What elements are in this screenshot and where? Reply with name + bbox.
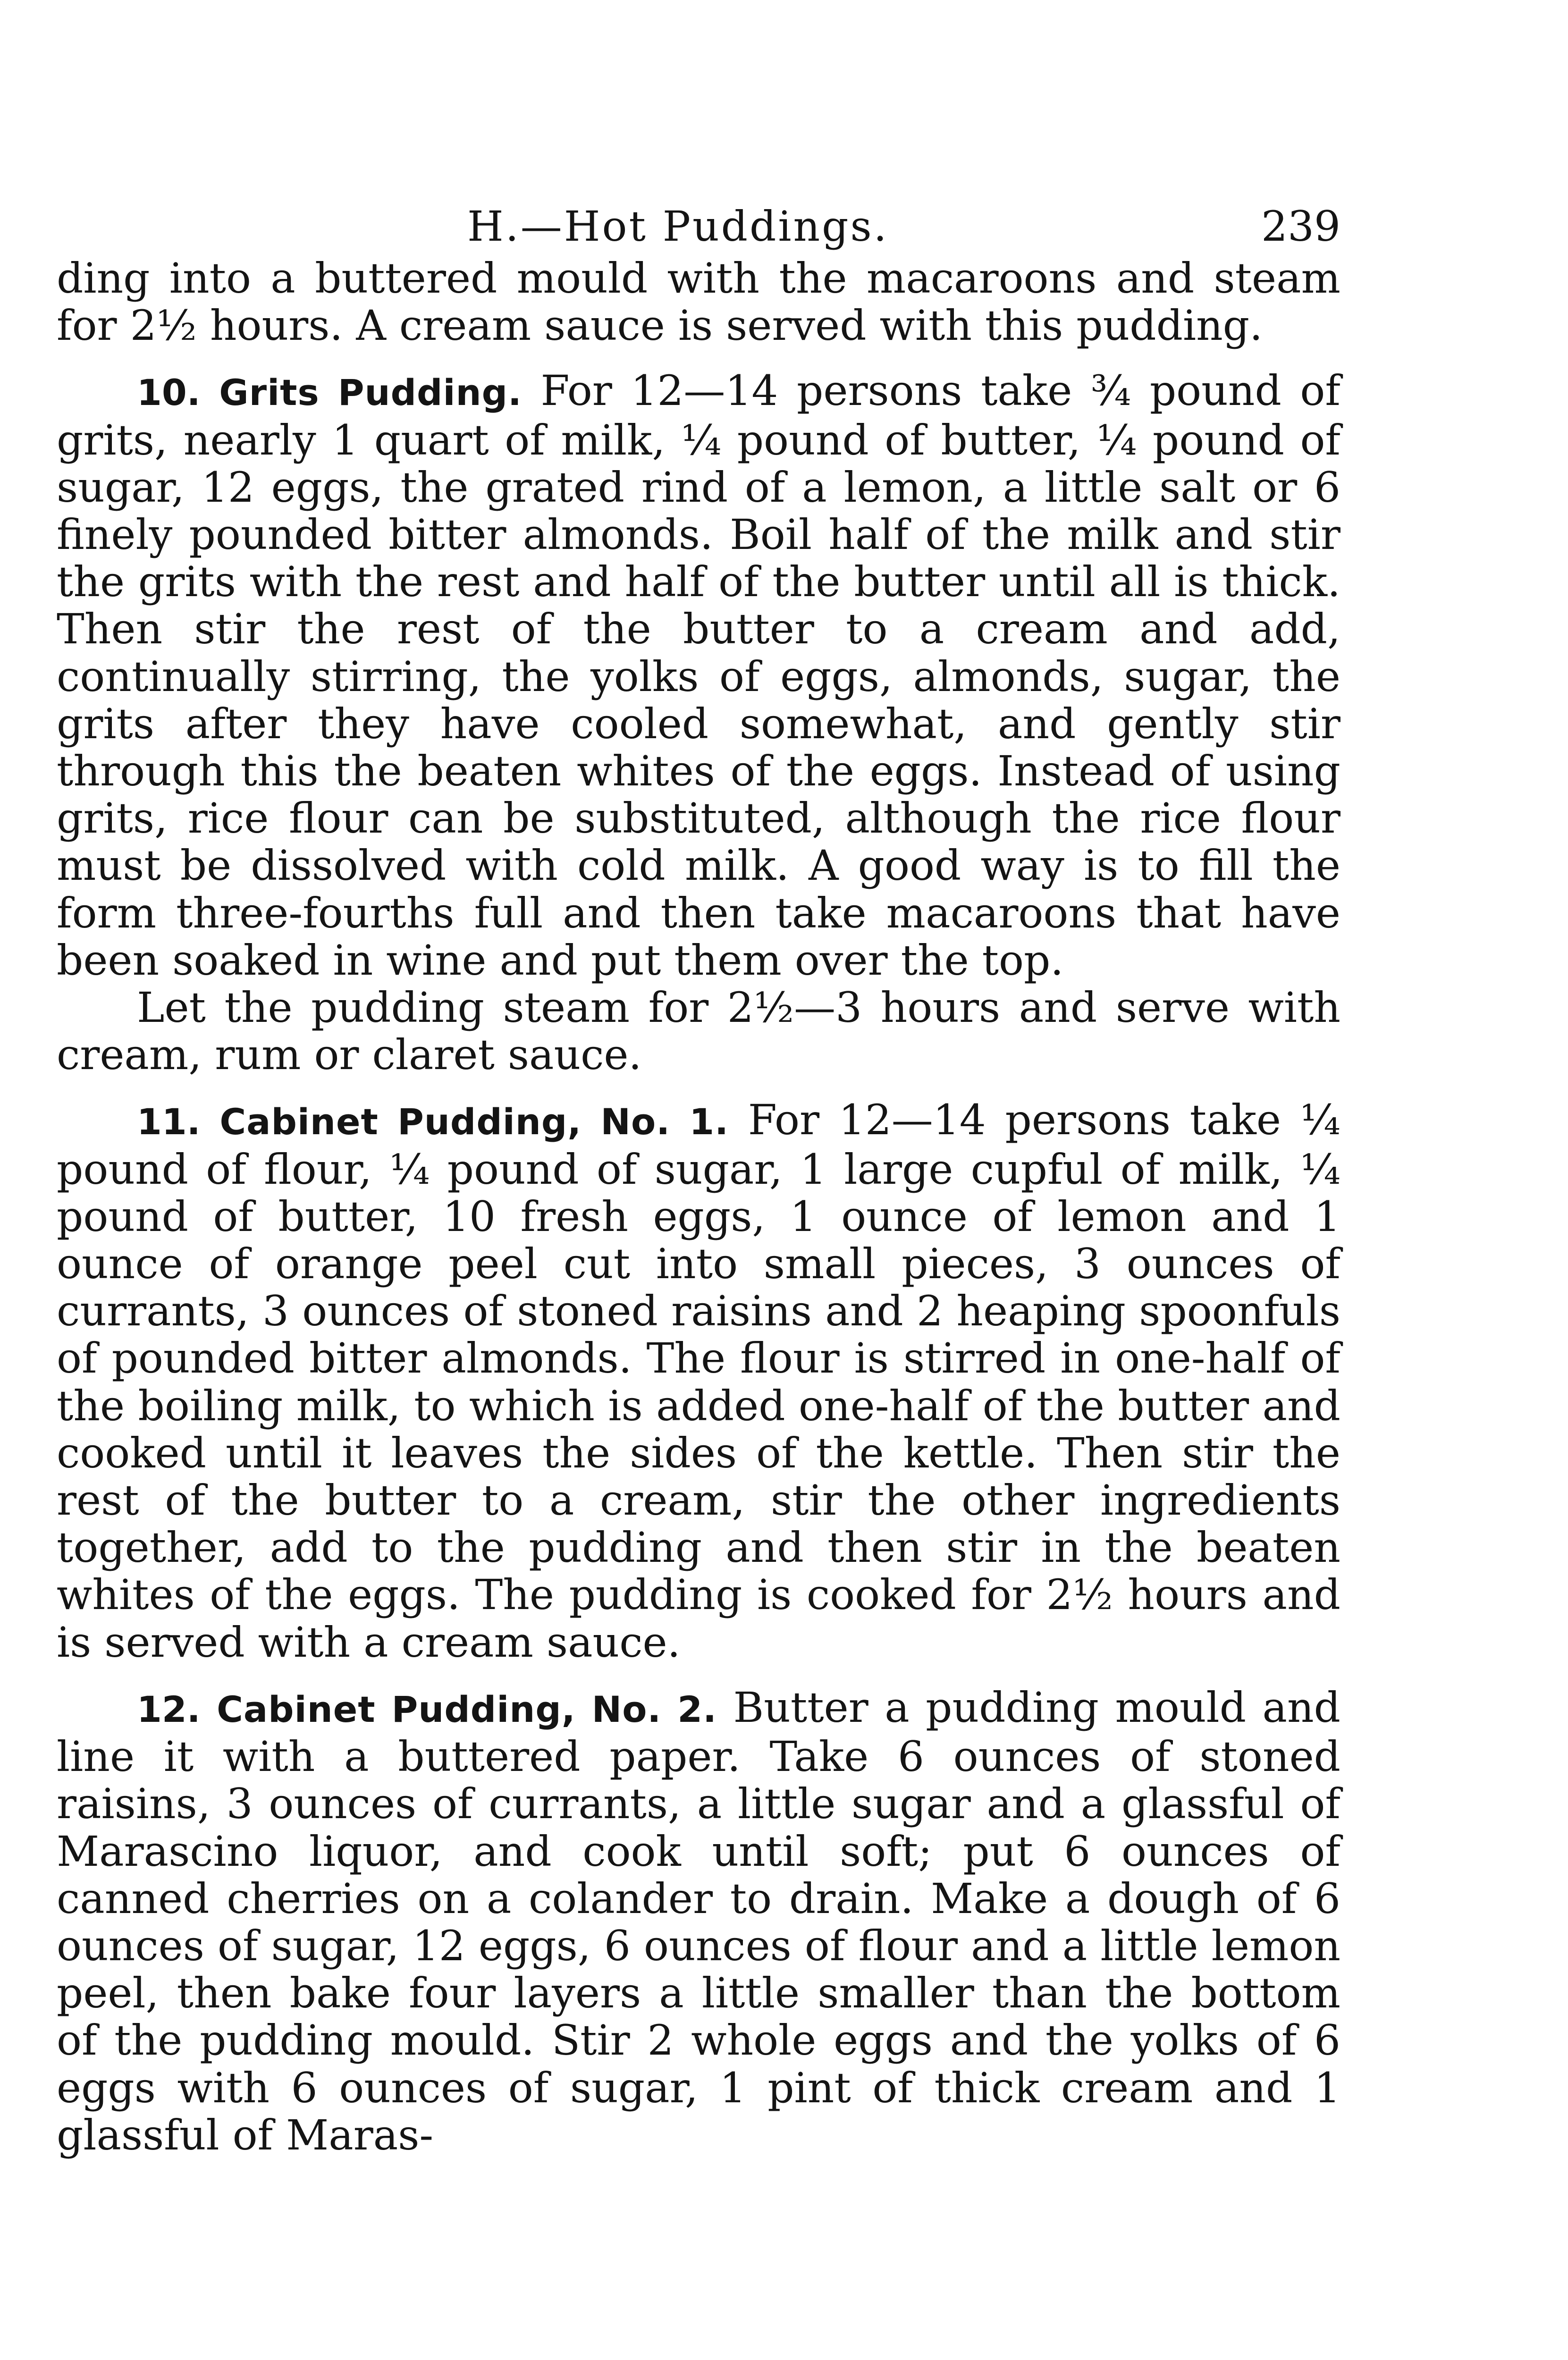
recipe-12 [57, 1684, 1340, 2159]
page-number: 239 [1261, 202, 1340, 251]
continued-paragraph [57, 255, 1340, 349]
running-head [57, 198, 1340, 255]
recipe-text: For 12—14 persons take ¼ pound of flour, ¼ pound of sugar, 1 large cupful of milk, ¼ pound of butter, 10 fresh eggs, 1 ounce of lemon and 1 ounce of orange peel cut into small pieces, 3 ounces of currants, 3 ounces of stoned raisins and 2 heaping spoonfuls of pounded bitter almonds. The flour is stirred in one-half of the boiling milk, to which is added one-half of the butter and cooked until it leaves the sides of the kettle. Then stir the rest of the butter to a cream, stir the other ingredients together, add to the pudding and then stir in the beaten whites of the eggs. The pudding is cooked for 2½ hours and is served with a cream sauce. [57, 1096, 1340, 1667]
recipe-title: Cabinet Pudding, No. 2. [217, 1688, 717, 1730]
recipe-10 [57, 367, 1340, 984]
recipe-text: For 12—14 persons take ¾ pound of grits, nearly 1 quart of milk, ¼ pound of butter, ¼ pound of sugar, 12 eggs, the grated rind of a lemon, a little salt or 6 finely pounded bitter almonds. Boil half of the milk and stir the grits with the rest and half of the butter until all is thick. Then stir the rest of the butter to a cream and add, continually stirring, the yolks of eggs, almonds, sugar, the grits after they have cooled somewhat, and gently stir through this the beaten whites of the eggs. Instead of using grits, rice flour can be substituted, although the rice flour must be dissolved with cold milk. A good way is to fill the form three-fourths full and then take macaroons that have been soaked in wine and put them over the top. [57, 366, 1340, 985]
page-body [57, 255, 1340, 2159]
recipe-title: Cabinet Pudding, No. 1. [219, 1101, 729, 1143]
chapter-title: H.—Hot Puddings. [467, 202, 889, 251]
recipe-title: Grits Pudding. [219, 371, 522, 414]
book-page [57, 198, 1340, 2360]
recipe-number: 12. [137, 1688, 201, 1730]
recipe-11 [57, 1096, 1340, 1666]
recipe-text: Butter a pudding mould and line it with a buttered paper. Take 6 ounces of stoned raisins, 3 ounces of currants, a little sugar and a glassful of Marascino liquor, and cook until soft; put 6 ounces of canned cherries on a colander to drain. Make a dough of 6 ounces of sugar, 12 eggs, 6 ounces of flour and a little lemon peel, then bake four layers a little smaller than the bottom of the pudding mould. Stir 2 whole eggs and the yolks of 6 eggs with 6 ounces of sugar, 1 pint of thick cream and 1 glassful of Maras- [57, 1683, 1340, 2159]
continued-text: ding into a buttered mould with the macaroons and steam for 2½ hours. A cream sauce is served with this pudding. [57, 254, 1340, 350]
recipe-text: Let the pudding steam for 2½—3 hours and serve with cream, rum or claret sauce. [57, 983, 1340, 1079]
recipe-number: 11. [137, 1101, 201, 1143]
recipe-number: 10. [137, 371, 201, 414]
recipe-10-continued [57, 984, 1340, 1079]
